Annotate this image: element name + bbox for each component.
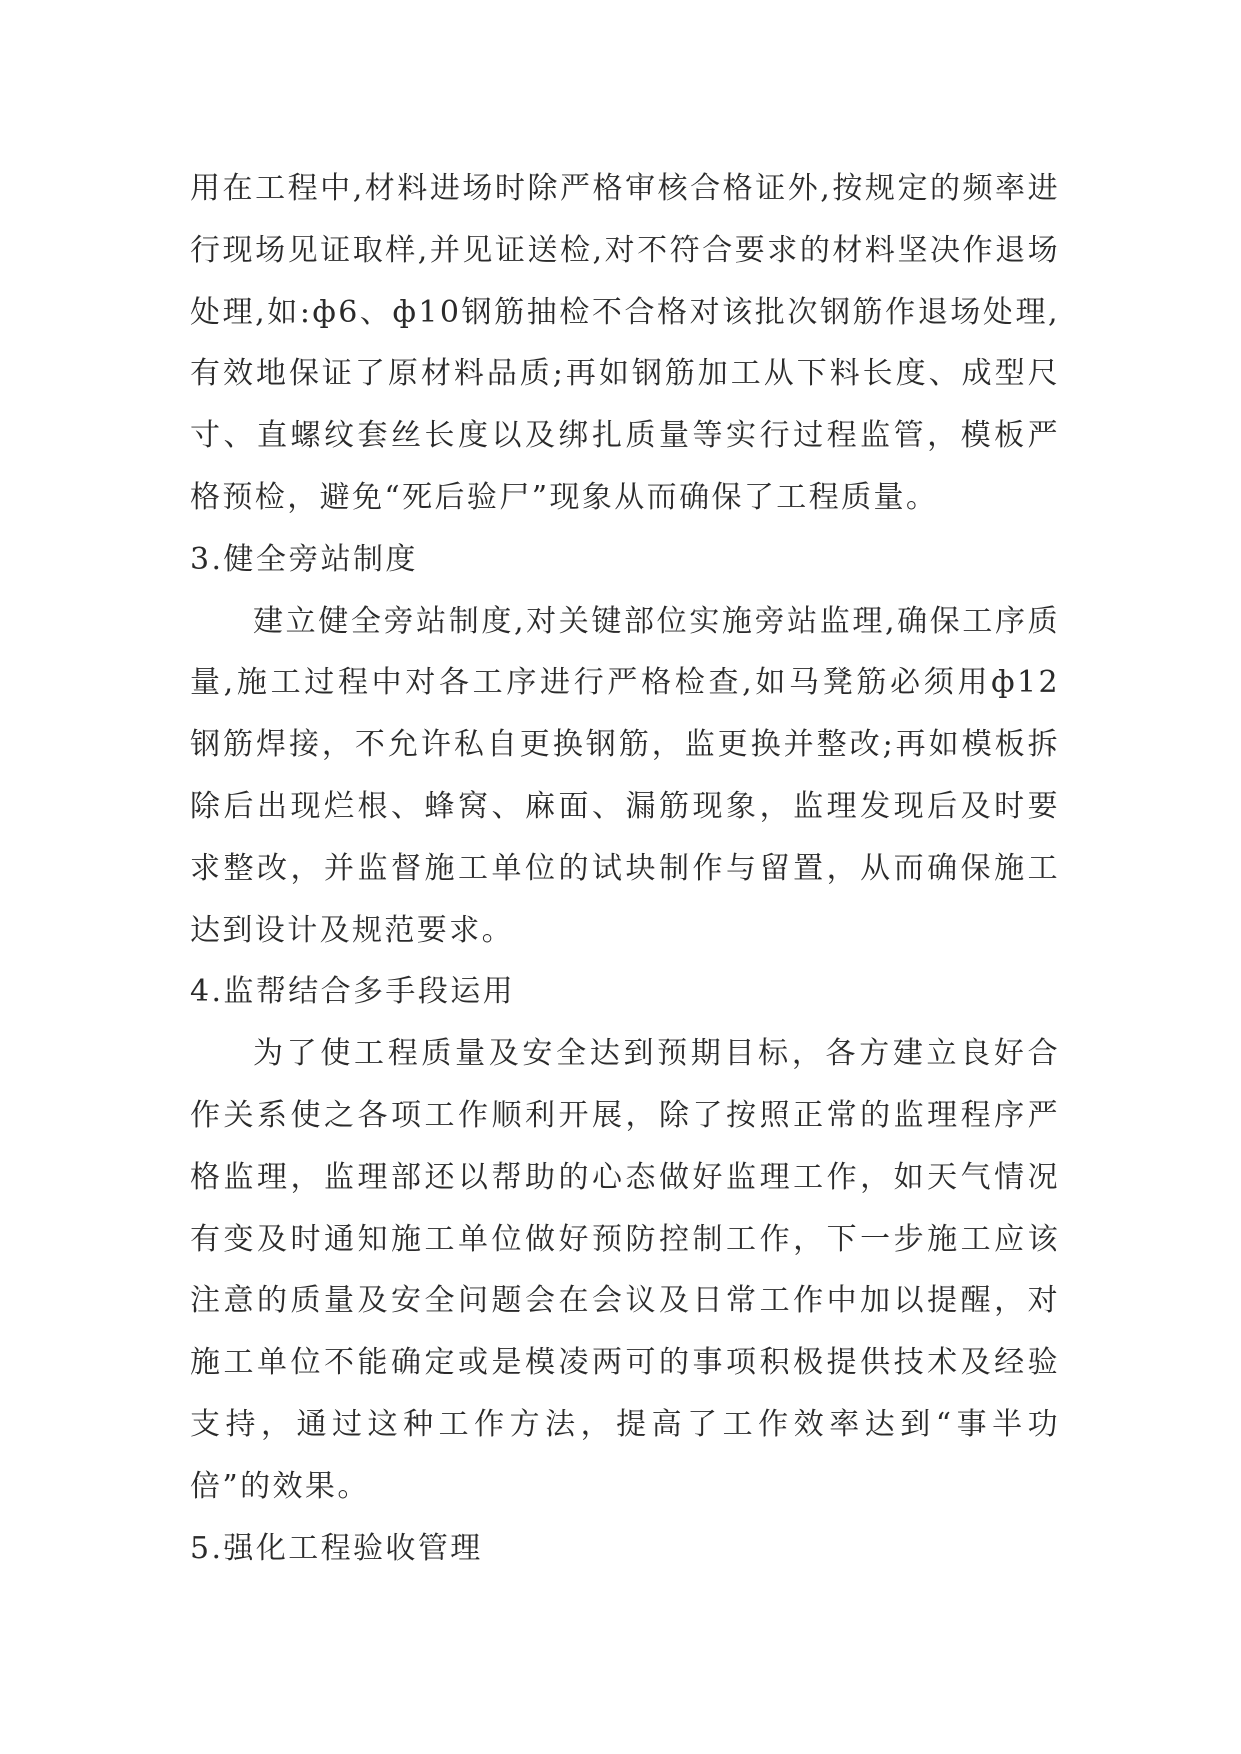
document-body — [190, 158, 1060, 1579]
paragraph-material-control: 用在工程中,材料进场时除严格审核合格证外,按规定的频率进行现场见证取样,并见证送检,对不符合要求的材料坚决作退场处理,如:ф6、ф10钢筋抽检不合格对该批次钢筋作退场处理,有效地保证了原材料品质;再如钢筋加工从下料长度、成型尺寸、直螺纹套丝长度以及绑扎质量等实行过程监管，模板严格预检，避免“死后验尸”现象从而确保了工程质量。 — [190, 171, 1060, 515]
section-heading-3: 3.健全旁站制度 — [190, 541, 418, 577]
paragraph-supervision-system: 建立健全旁站制度,对关键部位实施旁站监理,确保工序质量,施工过程中对各工序进行严格检查,如马凳筋必须用ф12钢筋焊接，不允许私自更换钢筋，监更换并整改;再如模板拆除后出现烂根、蜂窝、麻面、漏筋现象，监理发现后及时要求整改，并监督施工单位的试块制作与留置，从而确保施工达到设计及规范要求。 — [190, 603, 1060, 948]
section-heading-4: 4.监帮结合多手段运用 — [190, 974, 516, 1010]
paragraph-cooperation-methods: 为了使工程质量及安全达到预期目标，各方建立良好合作关系使之各项工作顺利开展，除了按照正常的监理程序严格监理，监理部还以帮助的心态做好监理工作，如天气情况有变及时通知施工单位做好预防控制工作，下一步施工应该注意的质量及安全问题会在会议及日常工作中加以提醒，对施工单位不能确定或是模凌两可的事项积极提供技术及经验支持，通过这种工作方法，提高了工作效率达到“事半功倍”的效果。 — [190, 1036, 1060, 1504]
section-heading-5: 5.强化工程验收管理 — [190, 1530, 483, 1566]
